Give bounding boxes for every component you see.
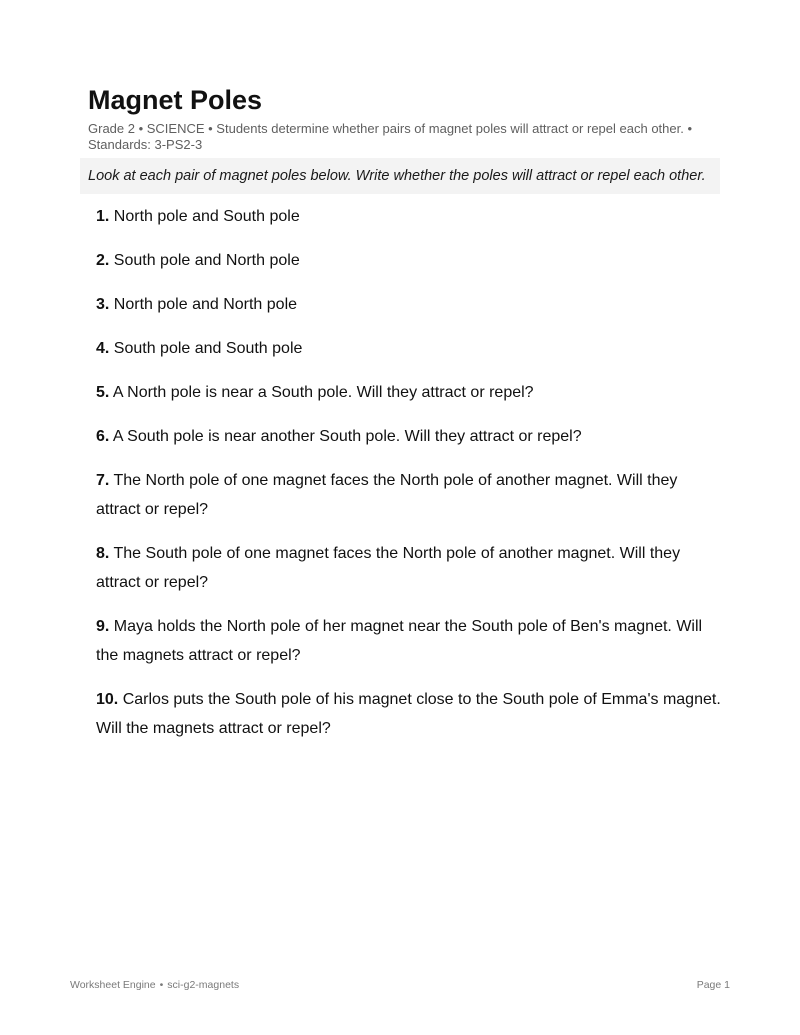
question-text: North pole and South pole bbox=[113, 208, 300, 225]
question-text: South pole and South pole bbox=[113, 340, 303, 357]
footer-slug: sci-g2-magnets bbox=[167, 979, 240, 991]
question-text: The North pole of one magnet faces the North pole of another magnet. Will they attract or repel? bbox=[96, 472, 678, 518]
footer-source bbox=[70, 978, 239, 992]
question-number: 7. bbox=[96, 472, 110, 489]
question-text: A North pole is near a South pole. Will they attract or repel? bbox=[112, 384, 534, 401]
worksheet-meta: Grade 2 • SCIENCE • Students determine whether pairs of magnet poles will attract or repel each other. • Standards: 3-PS2-3 bbox=[88, 121, 693, 152]
worksheet-title: Magnet Poles bbox=[88, 85, 263, 115]
question-item bbox=[96, 539, 722, 597]
footer-separator: • bbox=[159, 979, 164, 991]
instructions-box: Look at each pair of magnet poles below. Write whether the poles will attract or repel each other. bbox=[80, 158, 720, 194]
footer-page-number: Page 1 bbox=[696, 979, 730, 991]
question-text: The South pole of one magnet faces the North pole of another magnet. Will they attract or repel? bbox=[96, 545, 681, 591]
question-number: 8. bbox=[96, 545, 110, 562]
footer-engine: Worksheet Engine bbox=[70, 979, 156, 991]
question-item bbox=[96, 466, 722, 524]
question-number: 4. bbox=[96, 340, 110, 357]
question-item bbox=[96, 290, 722, 319]
question-item bbox=[96, 685, 722, 743]
question-item bbox=[96, 202, 722, 231]
question-number: 6. bbox=[96, 428, 110, 445]
question-text: North pole and North pole bbox=[113, 296, 298, 313]
question-item bbox=[96, 612, 722, 670]
question-number: 3. bbox=[96, 296, 110, 313]
question-text: Maya holds the North pole of her magnet near the South pole of Ben's magnet. Will the magnets attract or repel? bbox=[96, 618, 703, 664]
question-number: 9. bbox=[96, 618, 110, 635]
question-item bbox=[96, 246, 722, 275]
question-number: 5. bbox=[96, 384, 110, 401]
question-number: 10. bbox=[96, 691, 119, 708]
question-number: 1. bbox=[96, 208, 110, 225]
question-text: South pole and North pole bbox=[113, 252, 300, 269]
question-list bbox=[96, 202, 722, 758]
question-item bbox=[96, 378, 722, 407]
question-number: 2. bbox=[96, 252, 110, 269]
question-text: Carlos puts the South pole of his magnet close to the South pole of Emma's magnet. Will the magnets attract or repel? bbox=[96, 691, 721, 737]
question-item bbox=[96, 334, 722, 363]
question-item bbox=[96, 422, 722, 451]
question-text: A South pole is near another South pole. Will they attract or repel? bbox=[112, 428, 582, 445]
